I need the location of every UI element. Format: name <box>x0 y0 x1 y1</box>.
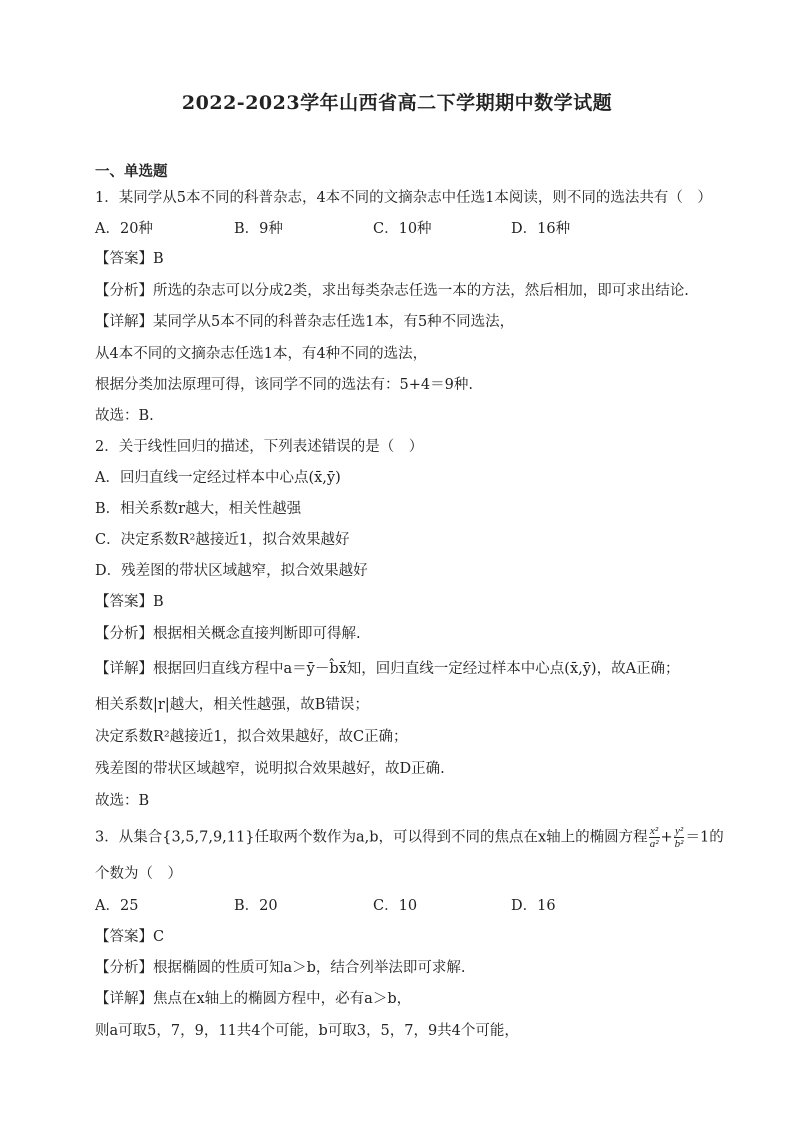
q3-option-a: A．25 <box>95 898 139 914</box>
q2-option-a: A．回归直线一定经过样本中心点(x̄,ȳ) <box>95 470 341 486</box>
q1-option-d: D．16种 <box>511 221 571 237</box>
q2-stem: 2．关于线性回归的描述，下列表述错误的是（ ） <box>95 439 424 455</box>
q1-option-b: B．9种 <box>234 221 283 237</box>
q2-detail-line: 相关系数|r|越大，相关性越强，故B错误； <box>95 697 369 713</box>
q2-detail-line: 决定系数R²越接近1，拟合效果越好，故C正确； <box>95 729 408 745</box>
q1-detail-line: 【详解】某同学从5本不同的科普杂志任选1本，有5种不同选法， <box>95 314 515 330</box>
q3-stem-text: 3．从集合{3,5,7,9,11}任取两个数作为a,b，可以得到不同的焦点在x轴上的椭圆方程 <box>95 829 648 846</box>
q2-detail-line: 【详解】根据回归直线方程中a＝ȳ－b̂x̄知，回归直线一定经过样本中心点(x̄,ȳ)，故A正确； <box>95 661 680 677</box>
fraction-x-over-a: $\frac{\text{x²}}{\text{a²}}$ <box>649 825 659 850</box>
q3-stem-end: ＝1的 <box>685 829 724 846</box>
q2-detail-line: 故选：B <box>95 793 150 809</box>
q2-option-d: D．残差图的带状区域越窄，拟合效果越好 <box>95 563 368 579</box>
q3-detail-line: 【详解】焦点在x轴上的椭圆方程中，必有a＞b， <box>95 991 412 1007</box>
section-heading: 一、单选题 <box>95 163 168 180</box>
q1-answer: 【答案】B <box>95 251 164 267</box>
q2-answer: 【答案】B <box>95 594 164 610</box>
q2-analysis: 【分析】根据相关概念直接判断即可得解. <box>95 626 361 642</box>
q3-analysis: 【分析】根据椭圆的性质可知a＞b，结合列举法即可求解. <box>95 960 466 976</box>
fraction-y-over-b: $\frac{\text{y²}}{\text{b²}}$ <box>674 825 684 850</box>
q1-option-c: C．10种 <box>373 221 432 237</box>
q1-detail-line: 根据分类加法原理可得，该同学不同的选法有：5+4＝9种. <box>95 377 473 393</box>
q1-stem: 1．某同学从5本不同的科普杂志，4本不同的文摘杂志中任选1本阅读，则不同的选法共有（ ） <box>95 190 712 206</box>
q3-option-d: D．16 <box>511 898 556 914</box>
q2-option-b: B．相关系数r越大，相关性越强 <box>95 501 302 517</box>
q3-answer: 【答案】C <box>95 929 165 945</box>
plus-sign: + <box>660 829 673 846</box>
page-title: 2022-2023学年山西省高二下学期期中数学试题 <box>181 92 613 114</box>
q1-detail-line: 故选：B. <box>95 408 154 424</box>
q2-option-c: C．决定系数R²越接近1，拟合效果越好 <box>95 532 350 548</box>
q3-stem <box>95 825 724 850</box>
q1-detail-line: 从4本不同的文摘杂志任选1本，有4种不同的选法， <box>95 346 428 362</box>
q3-option-c: C．10 <box>373 898 418 914</box>
q3-option-b: B．20 <box>234 898 278 914</box>
q3-detail-line: 则a可取5，7，9，11共4个可能，b可取3，5，7，9共4个可能， <box>95 1023 519 1039</box>
q2-detail-line: 残差图的带状区域越窄，说明拟合效果越好，故D正确. <box>95 761 445 777</box>
q1-option-a: A．20种 <box>95 221 153 237</box>
q1-analysis: 【分析】所选的杂志可以分成2类，求出每类杂志任选一本的方法，然后相加，即可求出结论. <box>95 283 689 299</box>
q3-stem-continued: 个数为（ ） <box>95 866 182 882</box>
